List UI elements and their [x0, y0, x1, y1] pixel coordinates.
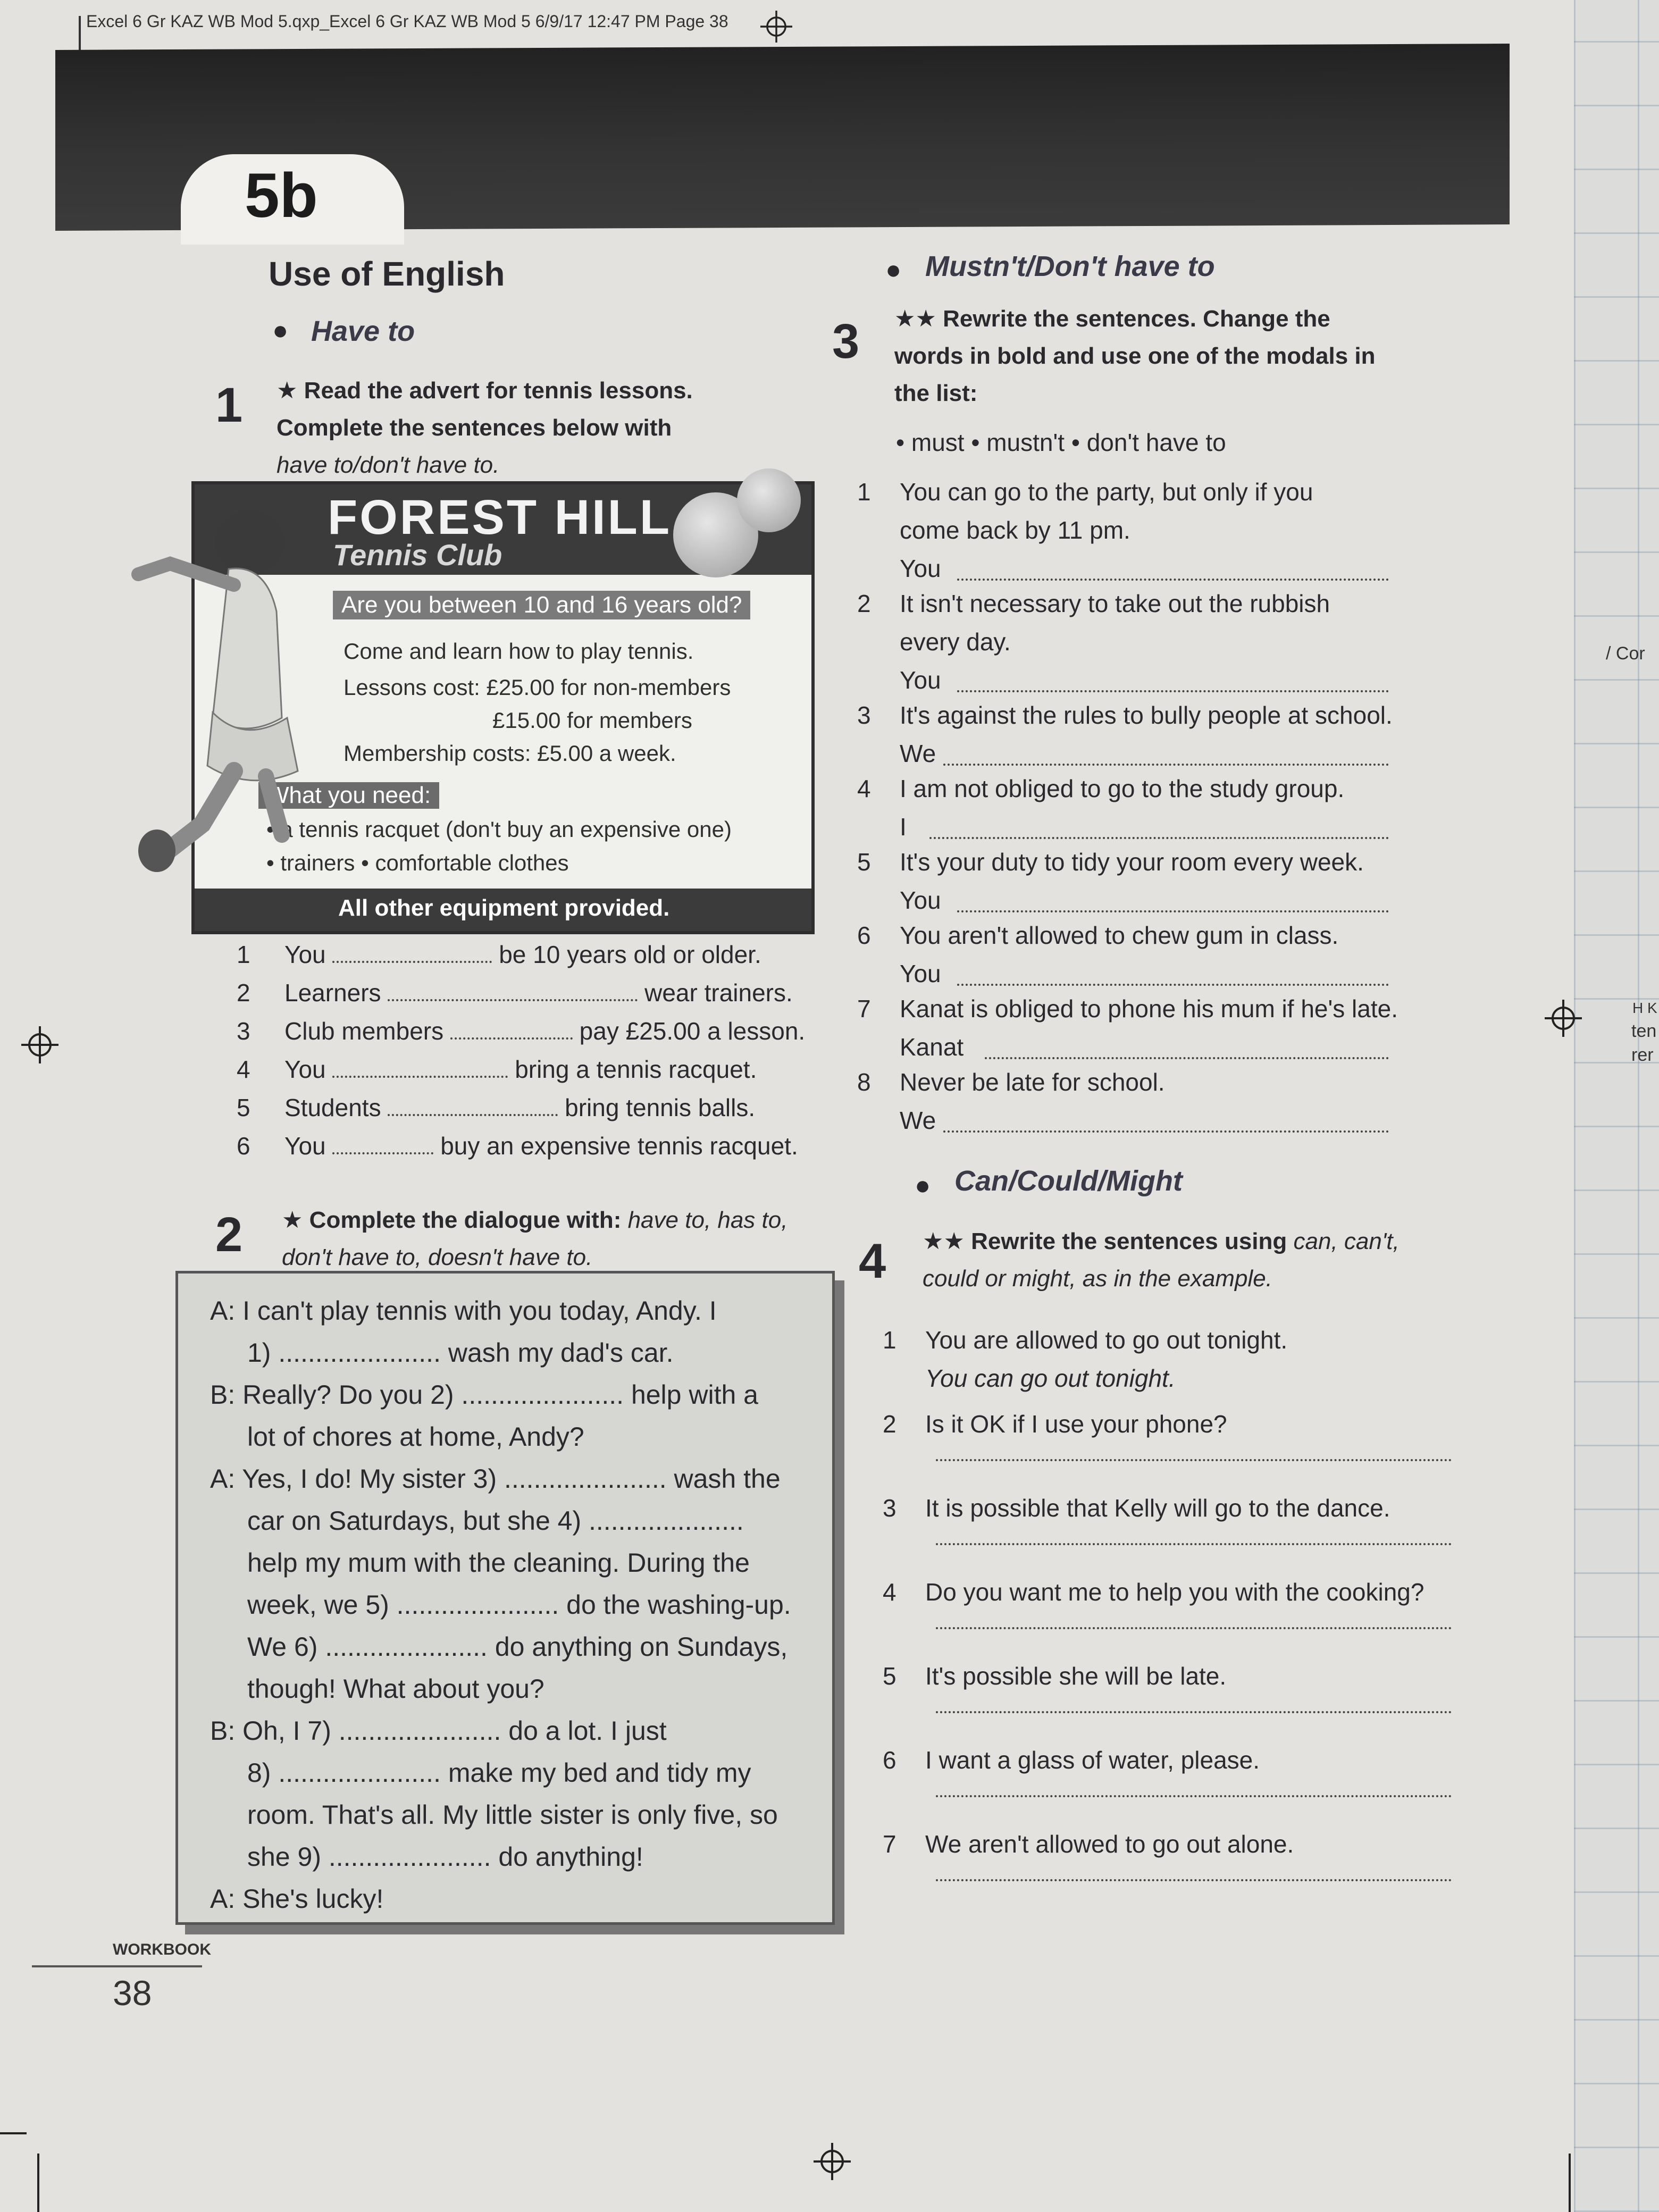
bullet-icon: ●	[885, 255, 902, 284]
answer-line[interactable]	[957, 576, 1389, 581]
rewrite-item	[857, 1066, 1165, 1098]
crop-mark	[79, 16, 81, 53]
item-number: 6	[237, 1132, 250, 1160]
answer-blank[interactable]	[332, 1065, 508, 1078]
rewrite-item	[883, 1492, 1390, 1524]
sentence-start: Club members	[284, 1017, 444, 1045]
advert-need-label: What you need:	[258, 782, 439, 809]
rewrite-item	[857, 846, 1364, 878]
sentence-item	[237, 977, 793, 1009]
item-number: 7	[883, 1830, 896, 1858]
print-slug: Excel 6 Gr KAZ WB Mod 5.qxp_Excel 6 Gr KAZ WB Mod 5 6/9/17 12:47 PM Page 38	[86, 12, 728, 31]
exercise-instruction	[276, 372, 755, 484]
page-number: 38	[113, 1973, 152, 2013]
item-sentence: You aren't allowed to chew gum in class.	[900, 921, 1339, 949]
edge-text: ten	[1631, 1021, 1657, 1041]
item-number: 7	[857, 995, 871, 1023]
rewrite-item	[857, 588, 1330, 619]
item-number: 8	[857, 1068, 871, 1096]
instruction-rest: can, can't, could or might, as in the example.	[923, 1228, 1400, 1292]
item-sentence: It's your duty to tidy your room every week.	[900, 848, 1364, 876]
advert-line: Lessons cost: £25.00 for non-members	[343, 675, 731, 700]
answer-start: We	[900, 1107, 936, 1134]
item-sentence: We aren't allowed to go out alone.	[925, 1830, 1294, 1858]
bullet-icon: ●	[915, 1170, 931, 1200]
dialogue-line: lot of chores at home, Andy?	[247, 1422, 584, 1452]
dialogue-box	[175, 1271, 835, 1925]
dialogue-line: 8) ...................... make my bed and tidy my	[247, 1758, 751, 1788]
rewrite-item	[857, 773, 1344, 805]
advert-line: Come and learn how to play tennis.	[343, 639, 694, 664]
advert-subtitle: Tennis Club	[333, 538, 502, 572]
item-number: 4	[237, 1055, 250, 1083]
subheading-can-could-might: Can/Could/Might	[954, 1165, 1183, 1197]
exercise-number: 2	[215, 1208, 243, 1262]
rewrite-item	[883, 1828, 1294, 1860]
dialogue-line: car on Saturdays, but she 4) .....................	[247, 1506, 744, 1536]
answer-start: We	[900, 740, 936, 767]
exercise-instruction: ★★ Rewrite the sentences. Change the words in bold and use one of the modals in the list:	[894, 306, 1376, 406]
rewrite-item	[883, 1408, 1227, 1440]
dialogue-line: help my mum with the cleaning. During the	[247, 1548, 750, 1578]
advert-question: Are you between 10 and 16 years old?	[333, 591, 750, 619]
registration-mark-icon	[760, 11, 792, 43]
sentence-item	[237, 1053, 757, 1085]
bullet-icon: ●	[272, 315, 289, 345]
crop-mark	[37, 2154, 39, 2212]
item-sentence: You can go to the party, but only if you	[900, 478, 1313, 506]
item-sentence: Is it OK if I use your phone?	[925, 1410, 1227, 1438]
dialogue-line: B: Oh, I 7) ...................... do a lot. I just	[210, 1716, 667, 1746]
dialogue-line: week, we 5) ...................... do the washing-up.	[247, 1590, 791, 1620]
item-number: 3	[857, 701, 871, 729]
item-number: 6	[883, 1746, 896, 1774]
sentence-end: be 10 years old or older.	[499, 941, 761, 968]
registration-mark-icon	[814, 2143, 851, 2180]
answer-line[interactable]	[929, 835, 1389, 839]
answer-start: You	[900, 886, 941, 914]
dialogue-line: she 9) ...................... do anything!	[247, 1842, 643, 1872]
item-sentence-cont: every day.	[900, 628, 1011, 656]
edge-text: / Cor	[1606, 643, 1645, 664]
item-sentence: It's against the rules to bully people at school.	[900, 701, 1393, 729]
dialogue-line: B: Really? Do you 2) ...................... help with a	[210, 1380, 758, 1410]
sentence-start: You	[284, 1055, 326, 1083]
item-sentence: It is possible that Kelly will go to the dance.	[925, 1494, 1390, 1522]
instruction-italic: have to/don't have to.	[276, 452, 500, 478]
sentence-start: You	[284, 1132, 326, 1160]
dialogue-line: A: Yes, I do! My sister 3) ...................... wash the	[210, 1464, 781, 1494]
tennis-ball-icon	[737, 468, 801, 532]
dialogue-line: room. That's all. My little sister is only five, so	[247, 1800, 778, 1830]
item-sentence: I am not obliged to go to the study group.	[900, 775, 1345, 802]
instruction-bold: ★★ Rewrite the sentences using	[923, 1228, 1287, 1254]
sentence-end: wear trainers.	[644, 979, 793, 1007]
answer-blank[interactable]	[388, 1103, 558, 1116]
answer-line[interactable]	[936, 1709, 1452, 1713]
answer-line[interactable]	[943, 1128, 1389, 1133]
item-number: 4	[857, 775, 871, 802]
sentence-start: Students	[284, 1094, 381, 1121]
item-number: 5	[237, 1094, 250, 1121]
answer-line[interactable]	[936, 1793, 1452, 1797]
advert-title: FOREST HILL	[328, 490, 672, 544]
section-title: Use of English	[269, 255, 505, 293]
rewrite-item	[857, 993, 1398, 1025]
answer-line[interactable]	[985, 1055, 1389, 1059]
item-sentence: Never be late for school.	[900, 1068, 1165, 1096]
dialogue-line: 1) ...................... wash my dad's car.	[247, 1338, 674, 1368]
item-sentence: It's possible she will be late.	[925, 1662, 1227, 1690]
item-number: 6	[857, 921, 871, 949]
modals-list: • must • mustn't • don't have to	[896, 429, 1226, 456]
crop-mark	[1569, 2154, 1571, 2212]
answer-line[interactable]	[957, 908, 1389, 912]
dialogue-line: A: I can't play tennis with you today, Andy. I	[210, 1296, 717, 1326]
lesson-number: 5b	[245, 161, 318, 231]
answer-start: Kanat	[900, 1033, 964, 1061]
registration-mark-icon	[21, 1026, 58, 1063]
answer-start: I	[900, 813, 907, 841]
instruction-bold: ★ Complete the dialogue with:	[282, 1207, 622, 1233]
sentence-end: bring tennis balls.	[565, 1094, 756, 1121]
sentence-item	[237, 1130, 798, 1162]
answer-line[interactable]	[936, 1541, 1452, 1545]
instruction-italic: have to, has to, don't have to, doesn't have to.	[282, 1207, 788, 1270]
item-number: 1	[237, 941, 250, 968]
sentence-item	[237, 939, 761, 970]
rewrite-item	[883, 1744, 1260, 1776]
answer-blank[interactable]	[450, 1027, 573, 1040]
answer-start: You	[900, 666, 941, 694]
sentence-start: You	[284, 941, 326, 968]
answer-start: You	[900, 555, 941, 582]
exercise-number: 1	[215, 378, 243, 432]
edge-text: H K	[1632, 1000, 1657, 1016]
answer-line[interactable]	[957, 688, 1389, 692]
rewrite-item	[883, 1324, 1287, 1356]
advert-line: £15.00 for members	[492, 708, 692, 733]
subheading-mustnt: Mustn't/Don't have to	[925, 250, 1215, 282]
sentence-item	[237, 1015, 805, 1047]
item-number: 2	[857, 590, 871, 617]
sentence-start: Learners	[284, 979, 381, 1007]
rewrite-item	[883, 1576, 1424, 1608]
example-answer: You can go out tonight.	[925, 1364, 1176, 1392]
item-number: 2	[883, 1410, 896, 1438]
item-sentence: You are allowed to go out tonight.	[925, 1326, 1288, 1354]
sentence-item	[237, 1092, 755, 1124]
dialogue-line: We 6) ...................... do anything on Sundays,	[247, 1632, 788, 1662]
workbook-label: WORKBOOK	[113, 1941, 211, 1958]
exercise-instruction	[282, 1202, 824, 1276]
rewrite-item	[883, 1660, 1226, 1692]
exercise-instruction	[923, 1223, 1454, 1297]
answer-blank[interactable]	[388, 988, 638, 1001]
item-sentence: It isn't necessary to take out the rubbish	[900, 590, 1330, 617]
advert-footer	[195, 889, 811, 931]
advert-line: Membership costs: £5.00 a week.	[343, 741, 676, 766]
exercise-number: 3	[832, 314, 860, 368]
crop-mark	[0, 2132, 27, 2134]
dialogue-line: though! What about you?	[247, 1674, 544, 1704]
sentence-end: pay £25.00 a lesson.	[579, 1017, 806, 1045]
registration-mark-icon	[1545, 1000, 1582, 1037]
item-sentence: I want a glass of water, please.	[925, 1746, 1260, 1774]
exercise-number: 4	[859, 1234, 886, 1288]
grid-paper-edge	[1574, 0, 1659, 2212]
advert-need-item: • trainers • comfortable clothes	[266, 850, 569, 875]
subheading-have-to: Have to	[311, 315, 415, 347]
item-number: 3	[883, 1494, 896, 1522]
advert-footer-text: All other equipment provided.	[338, 895, 670, 921]
footer-rule	[32, 1965, 202, 1967]
item-number: 1	[883, 1326, 896, 1354]
sentence-end: buy an expensive tennis racquet.	[440, 1132, 798, 1160]
item-sentence: Kanat is obliged to phone his mum if he's late.	[900, 995, 1398, 1023]
rewrite-item	[857, 699, 1393, 731]
answer-line[interactable]	[936, 1457, 1452, 1461]
item-number: 2	[237, 979, 250, 1007]
item-sentence-cont: come back by 11 pm.	[900, 516, 1130, 544]
answer-start: You	[900, 960, 941, 987]
rewrite-item	[857, 919, 1338, 951]
instruction-bold: ★ Read the advert for tennis lessons. Complete the sentences below with	[276, 378, 693, 441]
edge-text: rer	[1631, 1045, 1654, 1065]
item-number: 4	[883, 1578, 896, 1606]
tennis-player-image	[106, 495, 330, 888]
answer-blank[interactable]	[332, 1142, 433, 1154]
answer-blank[interactable]	[332, 950, 492, 963]
sentence-end: bring a tennis racquet.	[515, 1055, 757, 1083]
answer-line[interactable]	[936, 1877, 1452, 1881]
answer-line[interactable]	[943, 761, 1389, 766]
item-number: 5	[883, 1662, 896, 1690]
item-number: 1	[857, 478, 871, 506]
item-number: 5	[857, 848, 871, 876]
dialogue-line: A: She's lucky!	[210, 1884, 384, 1914]
answer-line[interactable]	[957, 982, 1389, 986]
item-sentence: Do you want me to help you with the cooking?	[925, 1578, 1425, 1606]
rewrite-item	[857, 476, 1313, 508]
item-number: 3	[237, 1017, 250, 1045]
advert-need-item: • a tennis racquet (don't buy an expensive one)	[266, 817, 732, 842]
answer-line[interactable]	[936, 1625, 1452, 1629]
